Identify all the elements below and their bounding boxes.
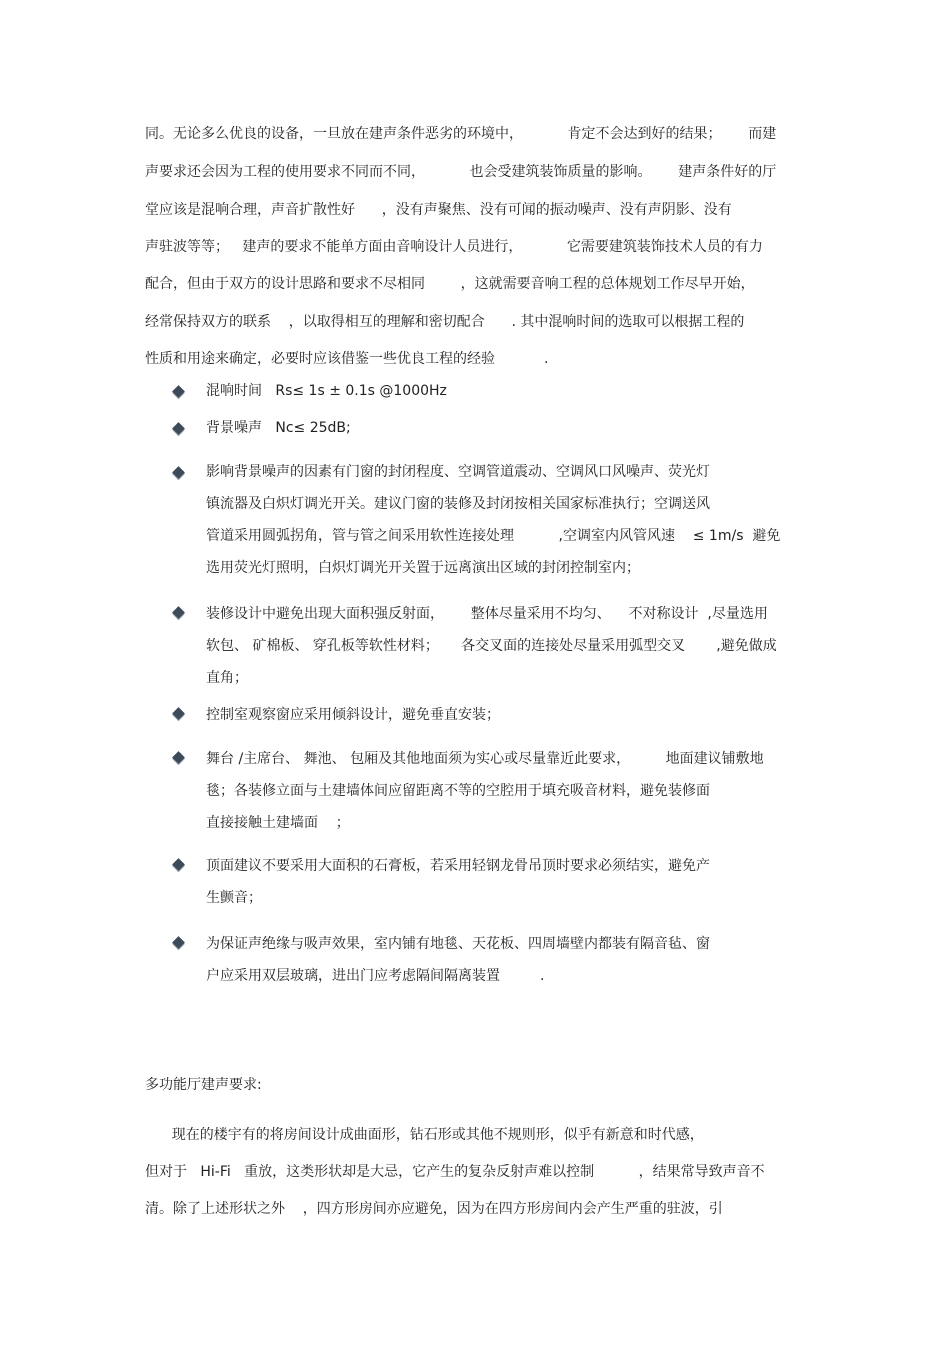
bullet-line: 镇流器及白炽灯调光开关。建议门窗的装修及封闭按相关国家标准执行；空调送风 bbox=[206, 496, 710, 512]
bullet-line: 生颤音； bbox=[206, 890, 262, 906]
bullet-line: 软包、 矿棉板、 穿孔板等软性材料； 各交叉面的连接处尽量采用弧型交叉 ,避免做成 bbox=[206, 638, 777, 654]
diamond-bullet-icon bbox=[172, 422, 185, 435]
diamond-bullet-icon bbox=[172, 858, 185, 871]
bullet-line: 选用荧光灯照明，白炽灯调光开关置于远离演出区域的封闭控制室内； bbox=[206, 560, 640, 576]
bullet-line: 装修设计中避免出现大面积强反射面， 整体尽量采用不均匀、 不对称设计 ,尽量选用 bbox=[206, 606, 768, 622]
bullet-line: 背景噪声 Nc≤ 25dB; bbox=[206, 420, 351, 436]
bullet-line: 混响时间 Rs≤ 1s ± 0.1s @1000Hz bbox=[206, 383, 447, 399]
diamond-bullet-icon bbox=[172, 466, 185, 479]
intro-line: 声驻波等等； 建声的要求不能单方面由音响设计人员进行， 它需要建筑装饰技术人员的有力 bbox=[145, 239, 763, 255]
bullet-line: 为保证声绝缘与吸声效果，室内铺有地毯、天花板、四周墙壁内都装有隔音毡、窗 bbox=[206, 936, 710, 952]
intro-line: 堂应该是混响合理，声音扩散性好 ，没有声聚焦、没有可闻的振动噪声、没有声阴影、没有 bbox=[145, 202, 732, 218]
paragraph-line: 但对于 Hi-Fi 重放，这类形状却是大忌，它产生的复杂反射声难以控制 ，结果常导致声音不 bbox=[145, 1164, 765, 1180]
bullet-line: 影响背景噪声的因素有门窗的封闭程度、空调管道震动、空调风口风噪声、荧光灯 bbox=[206, 464, 710, 480]
bullet-line: 直角； bbox=[206, 670, 248, 686]
bullet-line: 顶面建议不要采用大面积的石膏板，若采用轻钢龙骨吊顶时要求必须结实，避免产 bbox=[206, 858, 710, 874]
intro-line: 同。无论多么优良的设备，一旦放在建声条件恶劣的环境中， 肯定不会达到好的结果； 而建 bbox=[145, 126, 777, 142]
bullet-line: 舞台 /主席台、 舞池、 包厢及其他地面须为实心或尽量靠近此要求， 地面建议铺敷地 bbox=[206, 751, 764, 767]
intro-line: 经常保持双方的联系 ，以取得相互的理解和密切配合 . 其中混响时间的选取可以根据工程的 bbox=[145, 314, 745, 330]
diamond-bullet-icon bbox=[172, 936, 185, 949]
bullet-line: 直接接触土建墙面 ； bbox=[206, 815, 350, 831]
diamond-bullet-icon bbox=[172, 606, 185, 619]
bullet-line: 毯；各装修立面与土建墙体间应留距离不等的空腔用于填充吸音材料，避免装修面 bbox=[206, 783, 710, 799]
bullet-line: 控制室观察窗应采用倾斜设计，避免垂直安装； bbox=[206, 707, 500, 723]
bullet-line: 户应采用双层玻璃，进出门应考虑隔间隔离装置 . bbox=[206, 968, 545, 984]
paragraph-line: 现在的楼宇有的将房间设计成曲面形，钻石形或其他不规则形，似乎有新意和时代感， bbox=[145, 1127, 704, 1143]
paragraph-line: 清。除了上述形状之外 ，四方形房间亦应避免，因为在四方形房间内会产生严重的驻波，引 bbox=[145, 1201, 723, 1217]
bullet-line: 管道采用圆弧拐角，管与管之间采用软性连接处理 ,空调室内风管风速 ≤ 1m/s 避免 bbox=[206, 528, 781, 544]
intro-line: 声要求还会因为工程的使用要求不同而不同， 也会受建筑装饰质量的影响。 建声条件好的厅 bbox=[145, 164, 777, 180]
intro-line: 性质和用途来确定，必要时应该借鉴一些优良工程的经验 . bbox=[145, 351, 549, 367]
intro-line: 配合，但由于双方的设计思路和要求不尽相同 ，这就需要音响工程的总体规划工作尽早开始， bbox=[145, 276, 755, 292]
section-title: 多功能厅建声要求: bbox=[145, 1077, 262, 1093]
diamond-bullet-icon bbox=[172, 707, 185, 720]
diamond-bullet-icon bbox=[172, 385, 185, 398]
diamond-bullet-icon bbox=[172, 751, 185, 764]
